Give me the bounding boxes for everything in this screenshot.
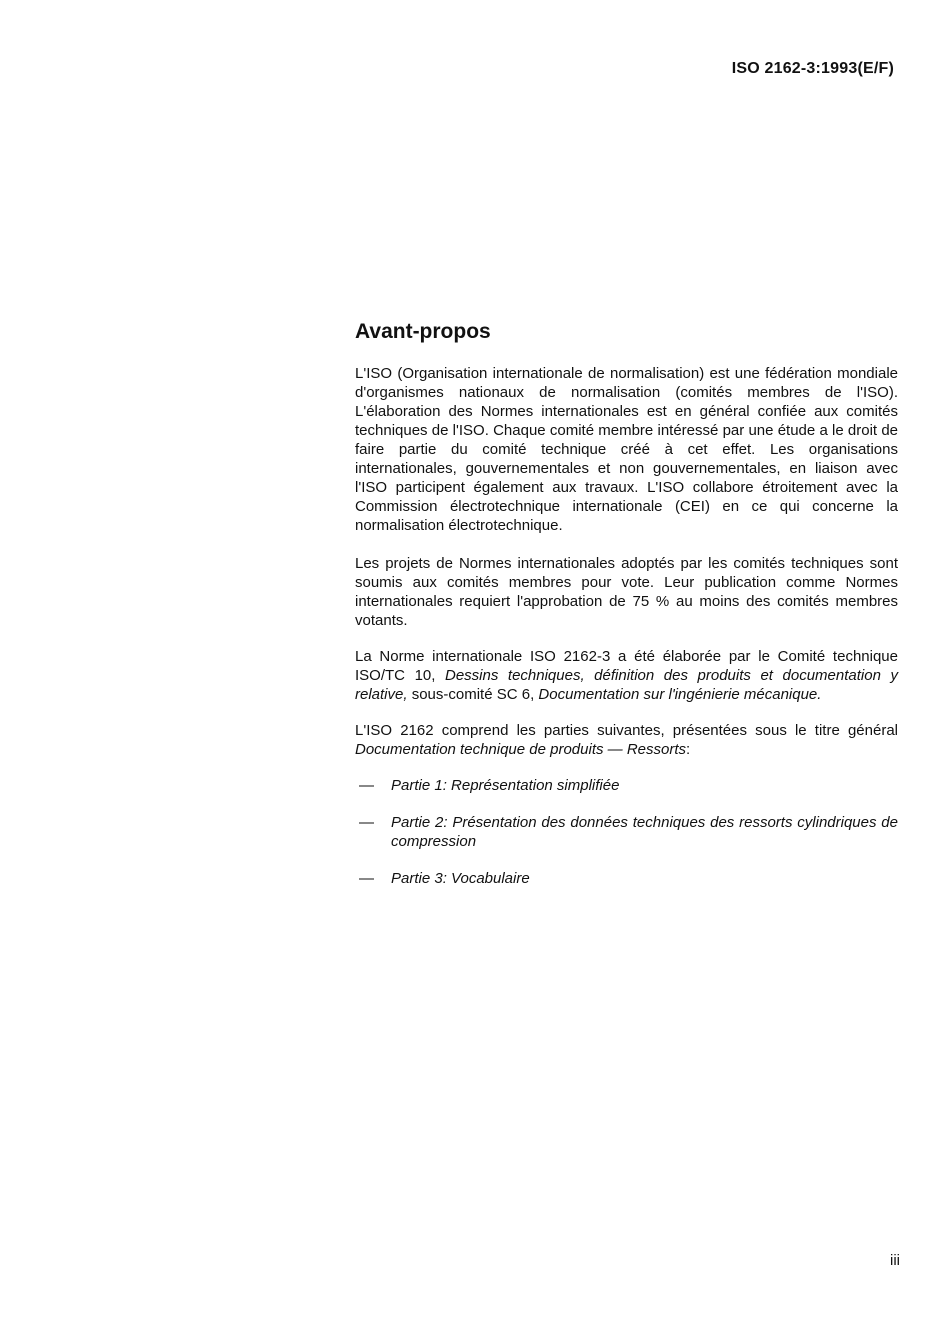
paragraph-iso-organisation: L'ISO (Organisation internationale de normalisation) est une fédération mondiale d'organismes nationaux de normalisation (comités membres de l'ISO). L'élaboration des Normes internationales est en général confiée aux comités techniques de l'ISO. Chaque comité membre intéressé par une étude a le droit de faire partie du comité technique créé à cet effet. Les organisations internationales, gouvernementales et non gouvernementales, en liaison avec l'ISO participent également aux travaux. L'ISO collabore étroitement avec la Commission électrotechnique internationale (CEI) en ce qui concerne la normalisation électrotechnique. <box>355 365 898 534</box>
part-label: Partie 3: Vocabulaire <box>391 870 530 887</box>
part-label: Partie 1: Représentation simplifiée <box>391 777 620 794</box>
page-number: iii <box>890 1252 900 1269</box>
part-label: Partie 2: Présentation des données techniques des ressorts cylindriques de compression <box>391 814 898 850</box>
subcommittee-title: Documentation sur l'ingénierie mécanique. <box>538 686 822 703</box>
subcommittee-label: sous-comité SC 6, <box>411 686 535 703</box>
dash-bullet: — <box>359 777 374 794</box>
paragraph-draft-standards: Les projets de Normes internationales adoptés par les comités techniques sont soumis aux comités membres pour vote. Leur publication comme Normes internationales requiert l'approbation de 75 % au moins des comités membres votants. <box>355 555 898 629</box>
list-item-part-1 <box>355 776 898 795</box>
preparation-lead-text: La Norme internationale ISO 2162-3 a été élaborée par le Comité technique ISO/TC 10, <box>355 648 898 684</box>
paragraph-preparation <box>355 647 898 704</box>
committee-title: Dessins techniques, définition des produits et documentation y relative, <box>355 667 898 703</box>
document-reference: ISO 2162-3:1993(E/F) <box>731 60 894 77</box>
dash-bullet: — <box>359 814 374 831</box>
paragraph-parts-intro <box>355 721 898 759</box>
parts-list <box>355 776 898 888</box>
foreword-section <box>355 318 898 906</box>
section-title: Avant-propos <box>355 320 491 343</box>
parts-intro-colon: : <box>686 741 691 758</box>
general-title: Documentation technique de produits — Ressorts <box>355 741 687 758</box>
list-item-part-2 <box>355 813 898 851</box>
parts-intro-text: L'ISO 2162 comprend les parties suivantes, présentées sous le titre général <box>355 722 898 739</box>
list-item-part-3 <box>355 869 898 888</box>
dash-bullet: — <box>359 870 374 887</box>
